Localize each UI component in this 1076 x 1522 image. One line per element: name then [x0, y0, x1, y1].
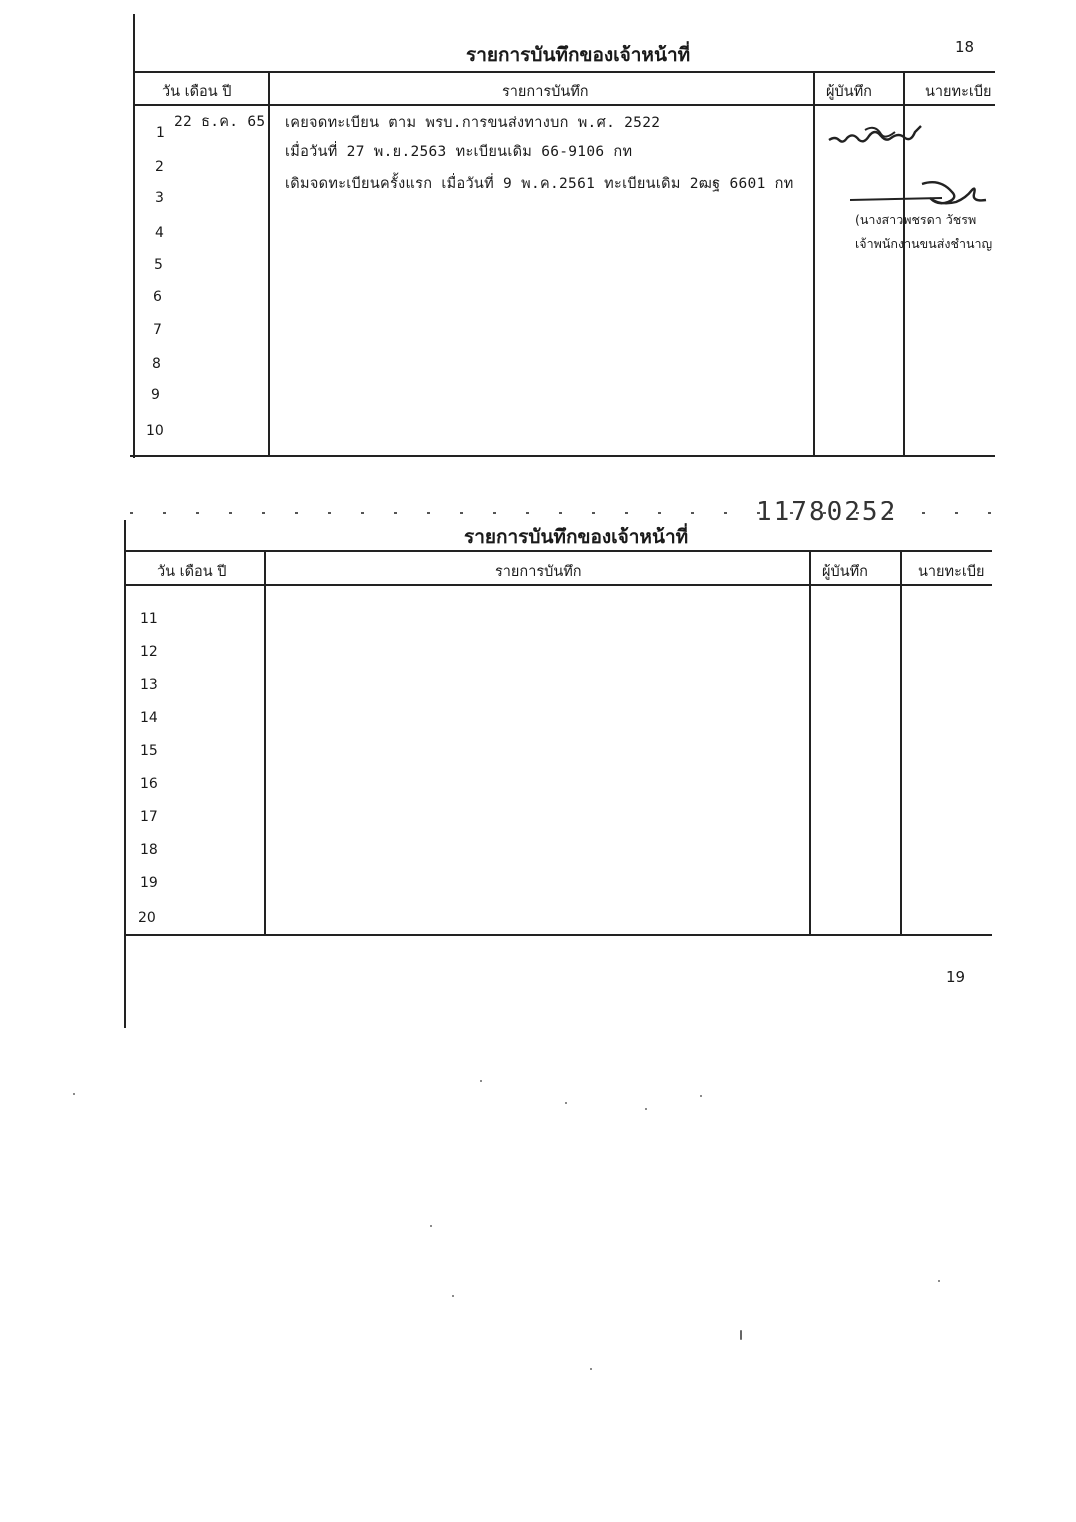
header-date: วัน เดือน ปี [157, 564, 227, 580]
scan-speck [700, 1095, 702, 1097]
entry-line: เดิมจดทะเบียนครั้งแรก เมื่อวันที่ 9 พ.ค.2561 ทะเบียนเดิม 2ฒฐ 6601 กท [285, 176, 794, 192]
scan-speck [565, 1102, 567, 1104]
row-number: 12 [140, 644, 158, 660]
column-divider [264, 550, 266, 936]
row-number: 8 [152, 356, 161, 372]
serial-stamp: 11780252 [756, 501, 898, 527]
scan-speck [480, 1080, 482, 1082]
column-divider [268, 71, 270, 457]
entry-line: เคยจดทะเบียน ตาม พรบ.การขนส่งทางบก พ.ศ. 2522 [285, 115, 661, 131]
signatory-name: (นางสาวพชรดา วัชรพ [855, 212, 977, 227]
row-number: 20 [138, 910, 156, 926]
scan-speck [452, 1295, 454, 1297]
header-registrar: นายทะเบีย [918, 564, 985, 580]
table-top-border [126, 550, 992, 552]
row-number: 17 [140, 809, 158, 825]
row-number: 6 [153, 289, 162, 305]
page-title: รายการบันทึกของเจ้าหน้าที่ [466, 44, 691, 66]
scan-speck [590, 1368, 592, 1370]
page-number: 18 [955, 38, 975, 56]
row-number: 11 [140, 611, 158, 627]
row-number: 15 [140, 743, 158, 759]
table-bottom-border [130, 455, 995, 457]
table-header-border [126, 584, 992, 586]
scan-speck [73, 1093, 75, 1095]
page-number: 19 [946, 968, 966, 986]
column-divider [900, 550, 902, 936]
scan-speck [645, 1108, 647, 1110]
header-recorder: ผู้บันทึก [826, 84, 872, 100]
signatory-title: เจ้าพนักงานขนส่งชำนาญ [855, 236, 993, 251]
scan-speck [740, 1330, 742, 1340]
row-number: 16 [140, 776, 158, 792]
column-divider [809, 550, 811, 936]
table-bottom-border [126, 934, 992, 936]
column-divider [813, 71, 815, 457]
row-number: 10 [146, 423, 164, 439]
header-registrar: นายทะเบีย [925, 84, 992, 100]
entry-line: เมื่อวันที่ 27 พ.ย.2563 ทะเบียนเดิม 66-9106 กท [285, 144, 633, 160]
row-number: 5 [154, 257, 163, 273]
recorder-signature [825, 120, 935, 160]
header-date: วัน เดือน ปี [162, 84, 232, 100]
header-entry: รายการบันทึก [502, 84, 589, 100]
scan-speck [430, 1225, 432, 1227]
row-number: 3 [155, 190, 164, 206]
row-number: 4 [155, 225, 164, 241]
binding-edge-line [133, 14, 135, 458]
table-top-border [135, 71, 995, 73]
header-recorder: ผู้บันทึก [822, 564, 868, 580]
row-number: 1 [156, 125, 165, 141]
row-number: 19 [140, 875, 158, 891]
row-number: 18 [140, 842, 158, 858]
row-number: 2 [155, 159, 164, 175]
row-number: 14 [140, 710, 158, 726]
scan-speck [938, 1280, 940, 1282]
header-entry: รายการบันทึก [495, 564, 582, 580]
table-header-border [135, 104, 995, 106]
page-title: รายการบันทึกของเจ้าหน้าที่ [464, 526, 689, 548]
row-number: 7 [153, 322, 162, 338]
row-number: 13 [140, 677, 158, 693]
entry-date: 22 ธ.ค. 65 [174, 114, 266, 130]
row-number: 9 [151, 387, 160, 403]
binding-edge-line [124, 520, 126, 1028]
